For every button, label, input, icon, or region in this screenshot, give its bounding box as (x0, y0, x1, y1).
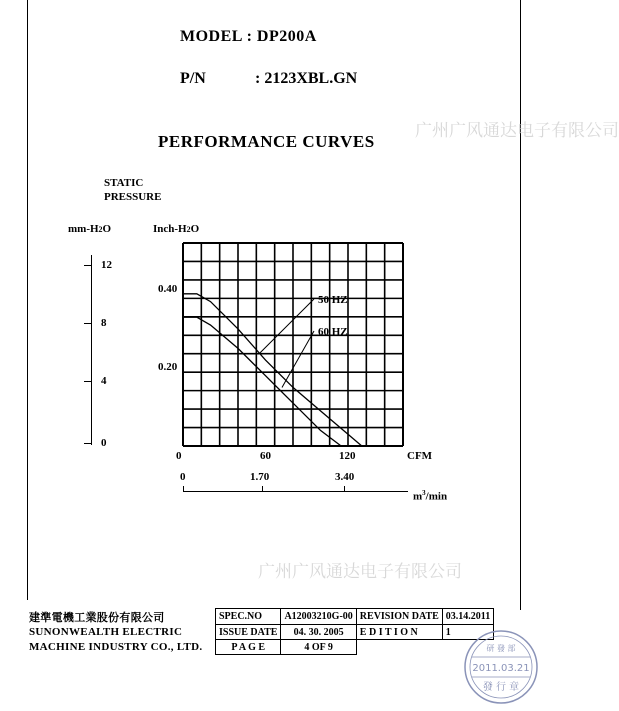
watermark-top: 广州广风通达电子有限公司 (415, 121, 619, 141)
pn-value: : 2123XBL.GN (255, 70, 358, 87)
edition-value: 1 (442, 625, 493, 640)
section-title: PERFORMANCE CURVES (158, 132, 375, 151)
m3min-unit: $m^3/\min$ (413, 489, 448, 503)
revision-date-label: REVISION DATE (356, 609, 442, 625)
stamp-seal-icon (462, 628, 540, 706)
mm-tick-label: 0 (101, 437, 107, 449)
edition-label: E D I T I O N (356, 625, 442, 640)
mm-tick-label: 12 (101, 259, 112, 271)
mm-tick-label: 8 (101, 317, 107, 329)
series-label-60hz: 60 HZ (318, 326, 348, 338)
spec-no-label: SPEC.NO (216, 609, 281, 625)
inch-tick-label: 0.40 (158, 283, 178, 295)
issue-date-value: 04. 30. 2005 (281, 625, 356, 640)
page-value: 4 OF 9 (281, 640, 356, 655)
issue-date-label: ISSUE DATE (216, 625, 281, 640)
cfm-tick-label: 0 (176, 450, 182, 462)
watermark-bottom: 广州广风通达电子有限公司 (258, 562, 462, 582)
m3min-tick (344, 486, 345, 491)
cfm-unit: CFM (407, 450, 433, 462)
stamp-text-date: 2011.03.21 (472, 663, 530, 674)
company-name-en-2: MACHINE INDUSTRY CO., LTD. (29, 641, 203, 653)
spec-table (26, 608, 494, 655)
cfm-tick-label: 60 (260, 450, 271, 462)
m3min-tick (183, 486, 184, 491)
model-label: MODEL : (180, 28, 253, 45)
revision-date-value: 03.14.2011 (442, 609, 493, 625)
m3min-tick-label: 0 (180, 471, 186, 483)
stamp-text-top: 研 發 部 (486, 644, 516, 653)
pn-label: P/N (180, 70, 206, 87)
series-leader-line (282, 331, 314, 387)
inch-tick-label: 0.20 (158, 361, 178, 373)
company-name-cn: 建準電機工業股份有限公司 (29, 611, 165, 624)
release-stamp (462, 628, 540, 706)
page-label: P A G E (216, 640, 281, 655)
cfm-tick-label: 120 (339, 450, 356, 462)
model-value: DP200A (256, 28, 317, 45)
mm-tick-label: 4 (101, 375, 107, 387)
y-unit-inch: Inch-H2O (153, 223, 200, 235)
spec-no-value: A12003210G-00 (281, 609, 356, 625)
stamp-text-bottom: 發 行 章 (482, 682, 520, 693)
m3min-scale-line (183, 491, 408, 492)
y-axis-label-line2: PRESSURE (104, 191, 162, 203)
m3min-tick (262, 486, 263, 491)
y-axis-label-line1: STATIC (104, 177, 144, 189)
m3min-tick-label: 3.40 (335, 471, 355, 483)
y-unit-mm: mm-H2O (68, 223, 112, 235)
series-label-50hz: 50 HZ (318, 294, 348, 306)
company-name-en-1: SUNONWEALTH ELECTRIC (29, 626, 183, 638)
m3min-tick-label: 1.70 (250, 471, 270, 483)
